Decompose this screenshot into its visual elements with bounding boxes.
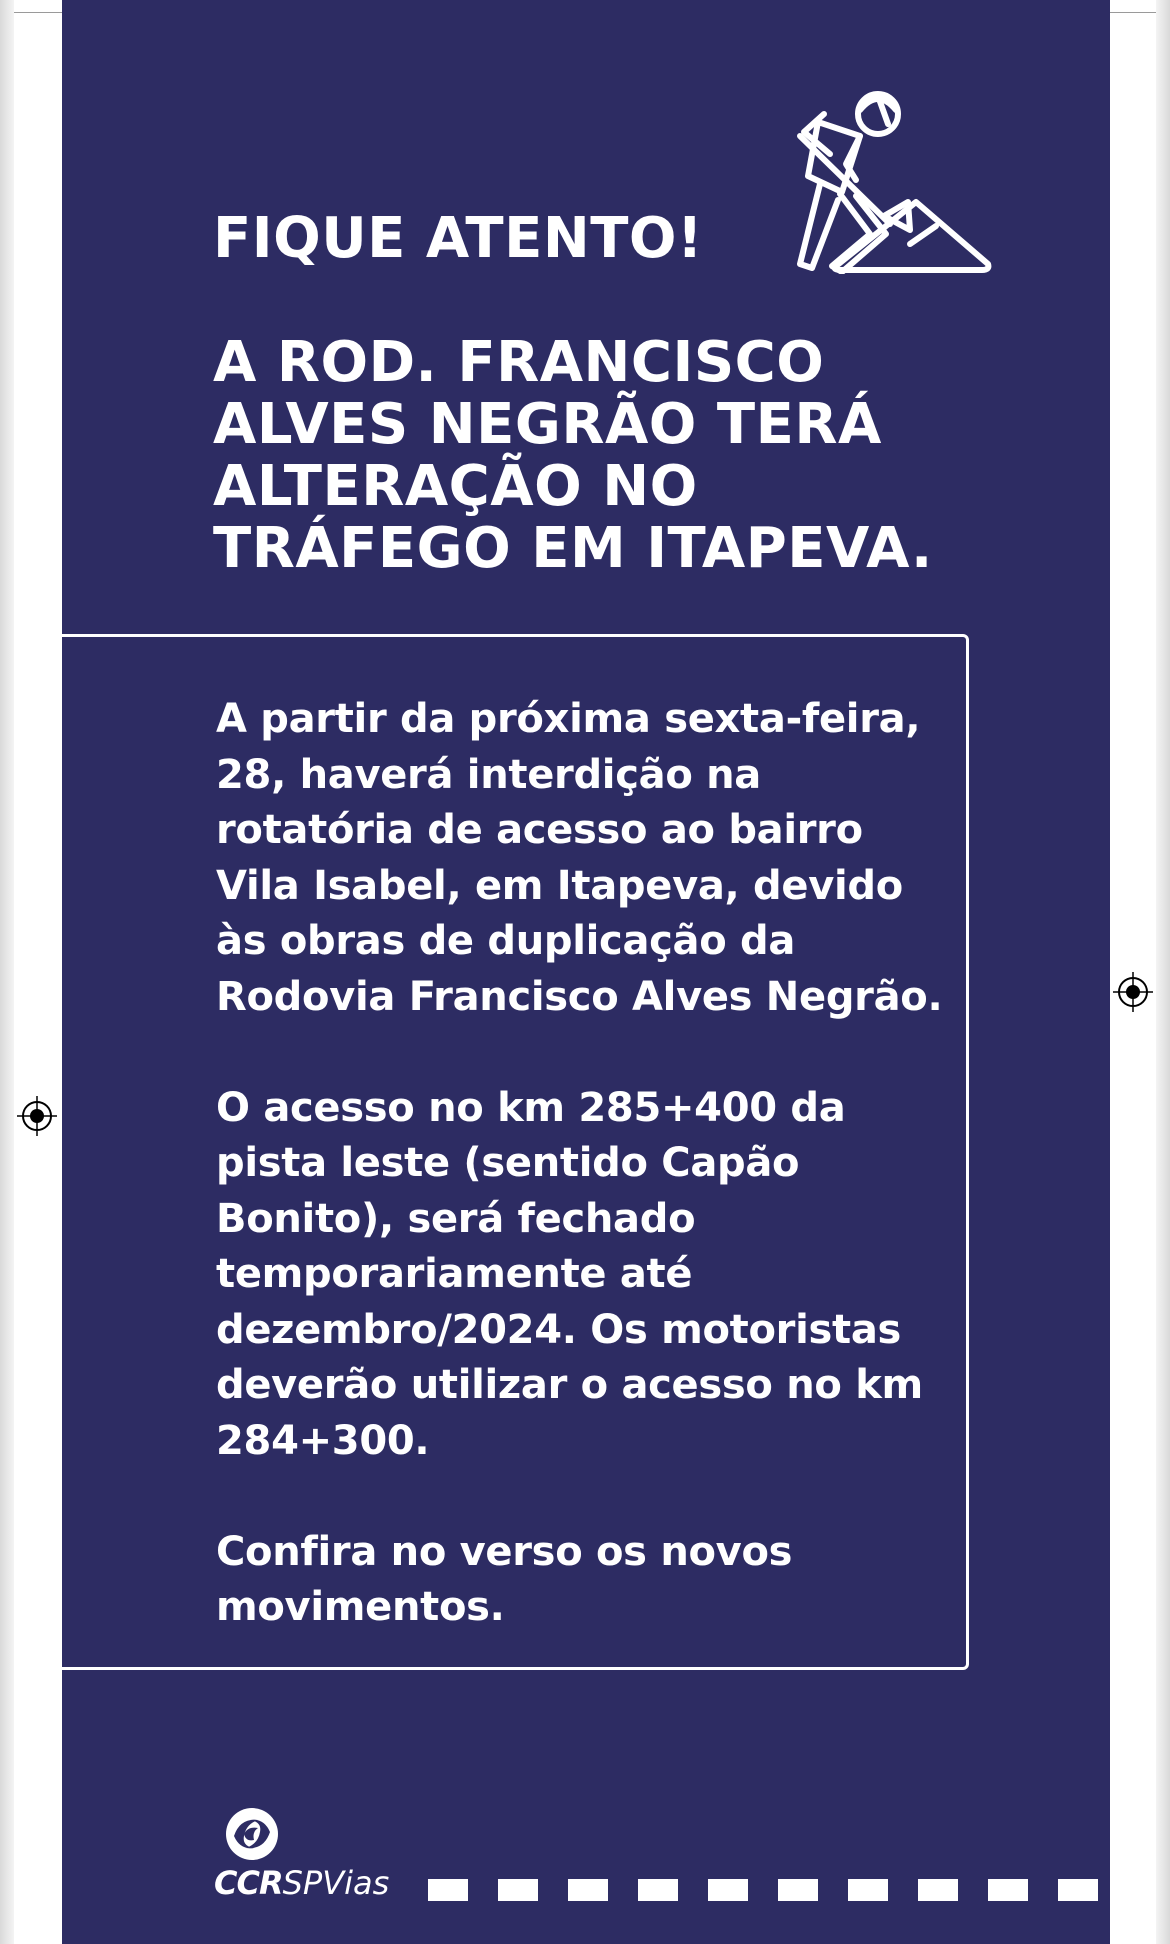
body-line: temporariamente até [216, 1251, 693, 1297]
page-edge-shadow-left [0, 0, 14, 1944]
body-line: deverão utilizar o acesso no km [216, 1362, 923, 1408]
registration-crosshair-icon [1113, 972, 1153, 1012]
logo-unit: SPVias [282, 1864, 390, 1902]
road-dash [778, 1879, 818, 1901]
ccr-swirl-logo-icon [224, 1806, 280, 1862]
paragraph-see-back [216, 1525, 956, 1636]
road-dash [638, 1879, 678, 1901]
headline-line: A ROD. FRANCISCO [213, 330, 825, 395]
headline-spacer [213, 270, 933, 332]
body-line: 284+300. [216, 1417, 430, 1464]
trim-line-left [14, 12, 62, 13]
headline-line: ALVES NEGRÃO TERÁ [213, 392, 882, 457]
body-line: A partir da próxima sexta-feira, [216, 696, 921, 742]
road-dash [1058, 1879, 1098, 1901]
page-edge-shadow-right [1156, 0, 1170, 1944]
body-line: O acesso no km 285+400 da [216, 1084, 846, 1131]
headline-line: TRÁFEGO EM ITAPEVA. [213, 516, 933, 581]
flyer-panel [62, 0, 1110, 1944]
body-line: 28, haverá interdição na [216, 751, 761, 798]
trim-line-right [1108, 12, 1156, 13]
body-line: Vila Isabel, em Itapeva, devido [216, 862, 903, 909]
body-line: Rodovia Francisco Alves Negrão. [216, 973, 943, 1020]
body-line: Bonito), será fechado [216, 1195, 696, 1242]
body-line: rotatória de acesso ao bairro [216, 807, 863, 853]
paragraph-closure [216, 692, 956, 1025]
road-dash [848, 1879, 888, 1901]
headline-attention: FIQUE ATENTO! [213, 206, 704, 271]
logo-brand: CCR [214, 1864, 283, 1902]
registration-crosshair-icon [17, 1096, 57, 1136]
road-dash [918, 1879, 958, 1901]
road-dash [708, 1879, 748, 1901]
road-worker-shoveling-icon [760, 84, 1000, 274]
body-line: dezembro/2024. Os motoristas [216, 1306, 902, 1353]
body-line: pista leste (sentido Capão [216, 1140, 800, 1186]
ccr-spvias-logo [214, 1806, 404, 1906]
notice-body [216, 692, 956, 1691]
body-line: às obras de duplicação da [216, 918, 796, 964]
road-dash [988, 1879, 1028, 1901]
road-dash [568, 1879, 608, 1901]
logo-wordmark [214, 1864, 389, 1902]
body-line: movimentos. [216, 1584, 505, 1630]
body-line: Confira no verso os novos [216, 1528, 793, 1575]
road-dash [498, 1879, 538, 1901]
road-dash [428, 1879, 468, 1901]
paragraph-access [216, 1081, 956, 1470]
dashed-road-line [428, 1879, 1108, 1901]
headline-line: ALTERAÇÃO NO [213, 454, 698, 519]
